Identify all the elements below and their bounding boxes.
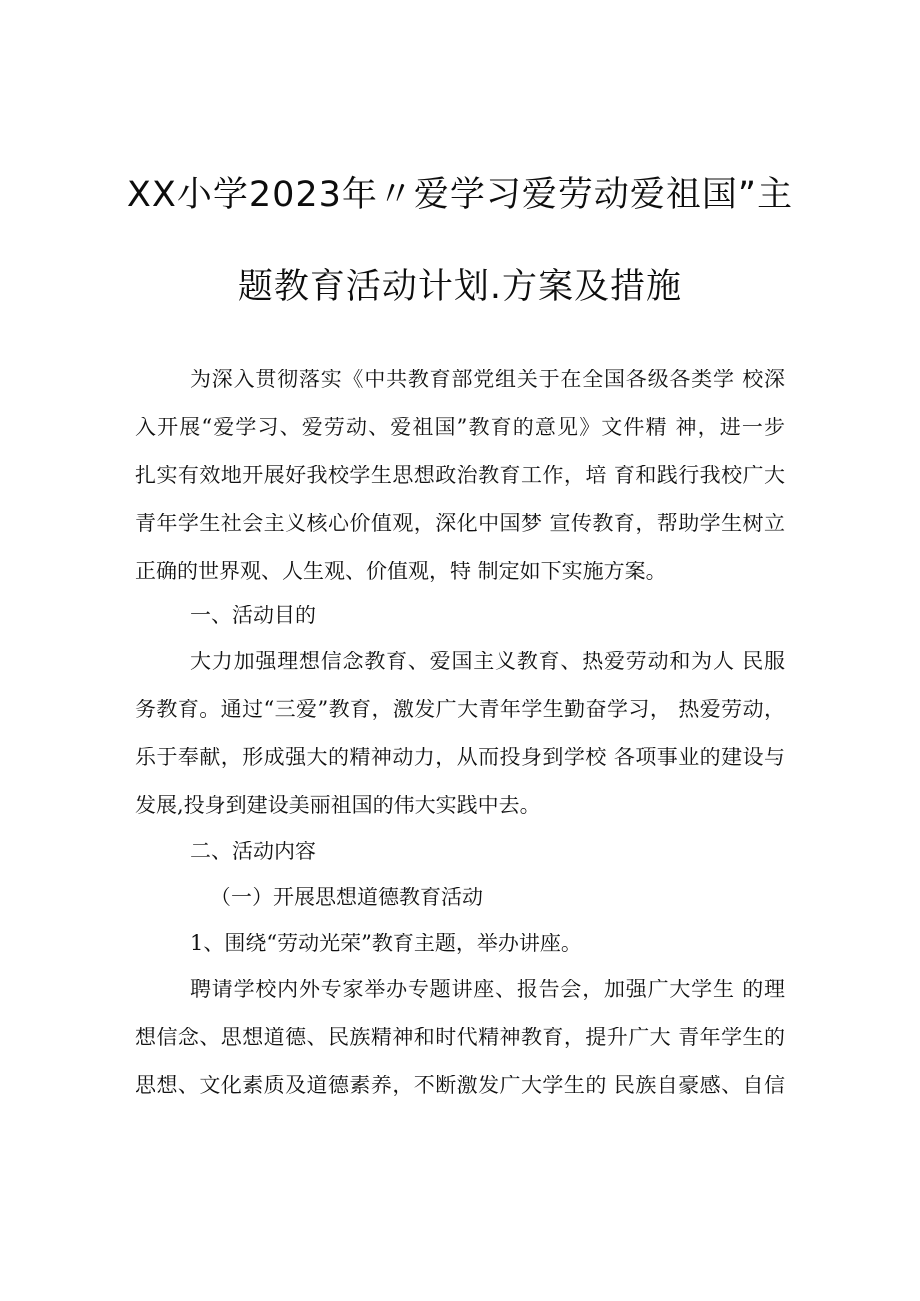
list-item-heading: 1、围绕“劳动光荣”教育主题，举办讲座。 (190, 933, 582, 954)
paragraph-line: 思想、文化素质及道德素养，不断激发广大学生的 民族自豪感、自信 (135, 1075, 785, 1096)
subsection-heading: （一）开展思想道德教育活动 (210, 887, 483, 908)
document-title-line-1: XX小学2023年〃爱学习爱劳动爱祖国”主 (126, 175, 794, 215)
paragraph-line: 务教育。通过“三爱”教育，激发广大青年学生勤奋学习， 热爱劳动， (135, 699, 785, 720)
document-title-line-2: 题教育活动计划.方案及措施 (237, 267, 683, 307)
paragraph-line: 乐于奉献，形成强大的精神动力，从而投身到学校 各项事业的建设与 (135, 747, 785, 768)
section-heading: 二、活动内容 (190, 841, 316, 862)
paragraph-line: 入开展“爱学习、爱劳动、爱祖国”教育的意见》文件精 神，进一步 (135, 417, 785, 438)
paragraph-line: 聘请学校内外专家举办专题讲座、报告会，加强广大学生 的理 (190, 979, 785, 1000)
paragraph-line: 为深入贯彻落实《中共教育部党组关于在全国各级各类学 校深 (190, 369, 785, 390)
section-heading: 一、活动目的 (190, 605, 316, 626)
paragraph-line: 正确的世界观、人生观、价值观，特 制定如下实施方案。 (135, 561, 667, 582)
paragraph-line: 扎实有效地开展好我校学生思想政治教育工作，培 育和践行我校广大 (135, 465, 785, 486)
paragraph-line: 想信念、思想道德、民族精神和时代精神教育，提升广大 青年学生的 (135, 1027, 785, 1048)
paragraph-line: 大力加强理想信念教育、爱国主义教育、热爱劳动和为人 民服 (190, 651, 785, 672)
paragraph-line: 发展,投身到建设美丽祖国的伟大实践中去。 (135, 795, 541, 816)
paragraph-line: 青年学生社会主义核心价值观，深化中国梦 宣传教育，帮助学生树立 (135, 513, 785, 534)
